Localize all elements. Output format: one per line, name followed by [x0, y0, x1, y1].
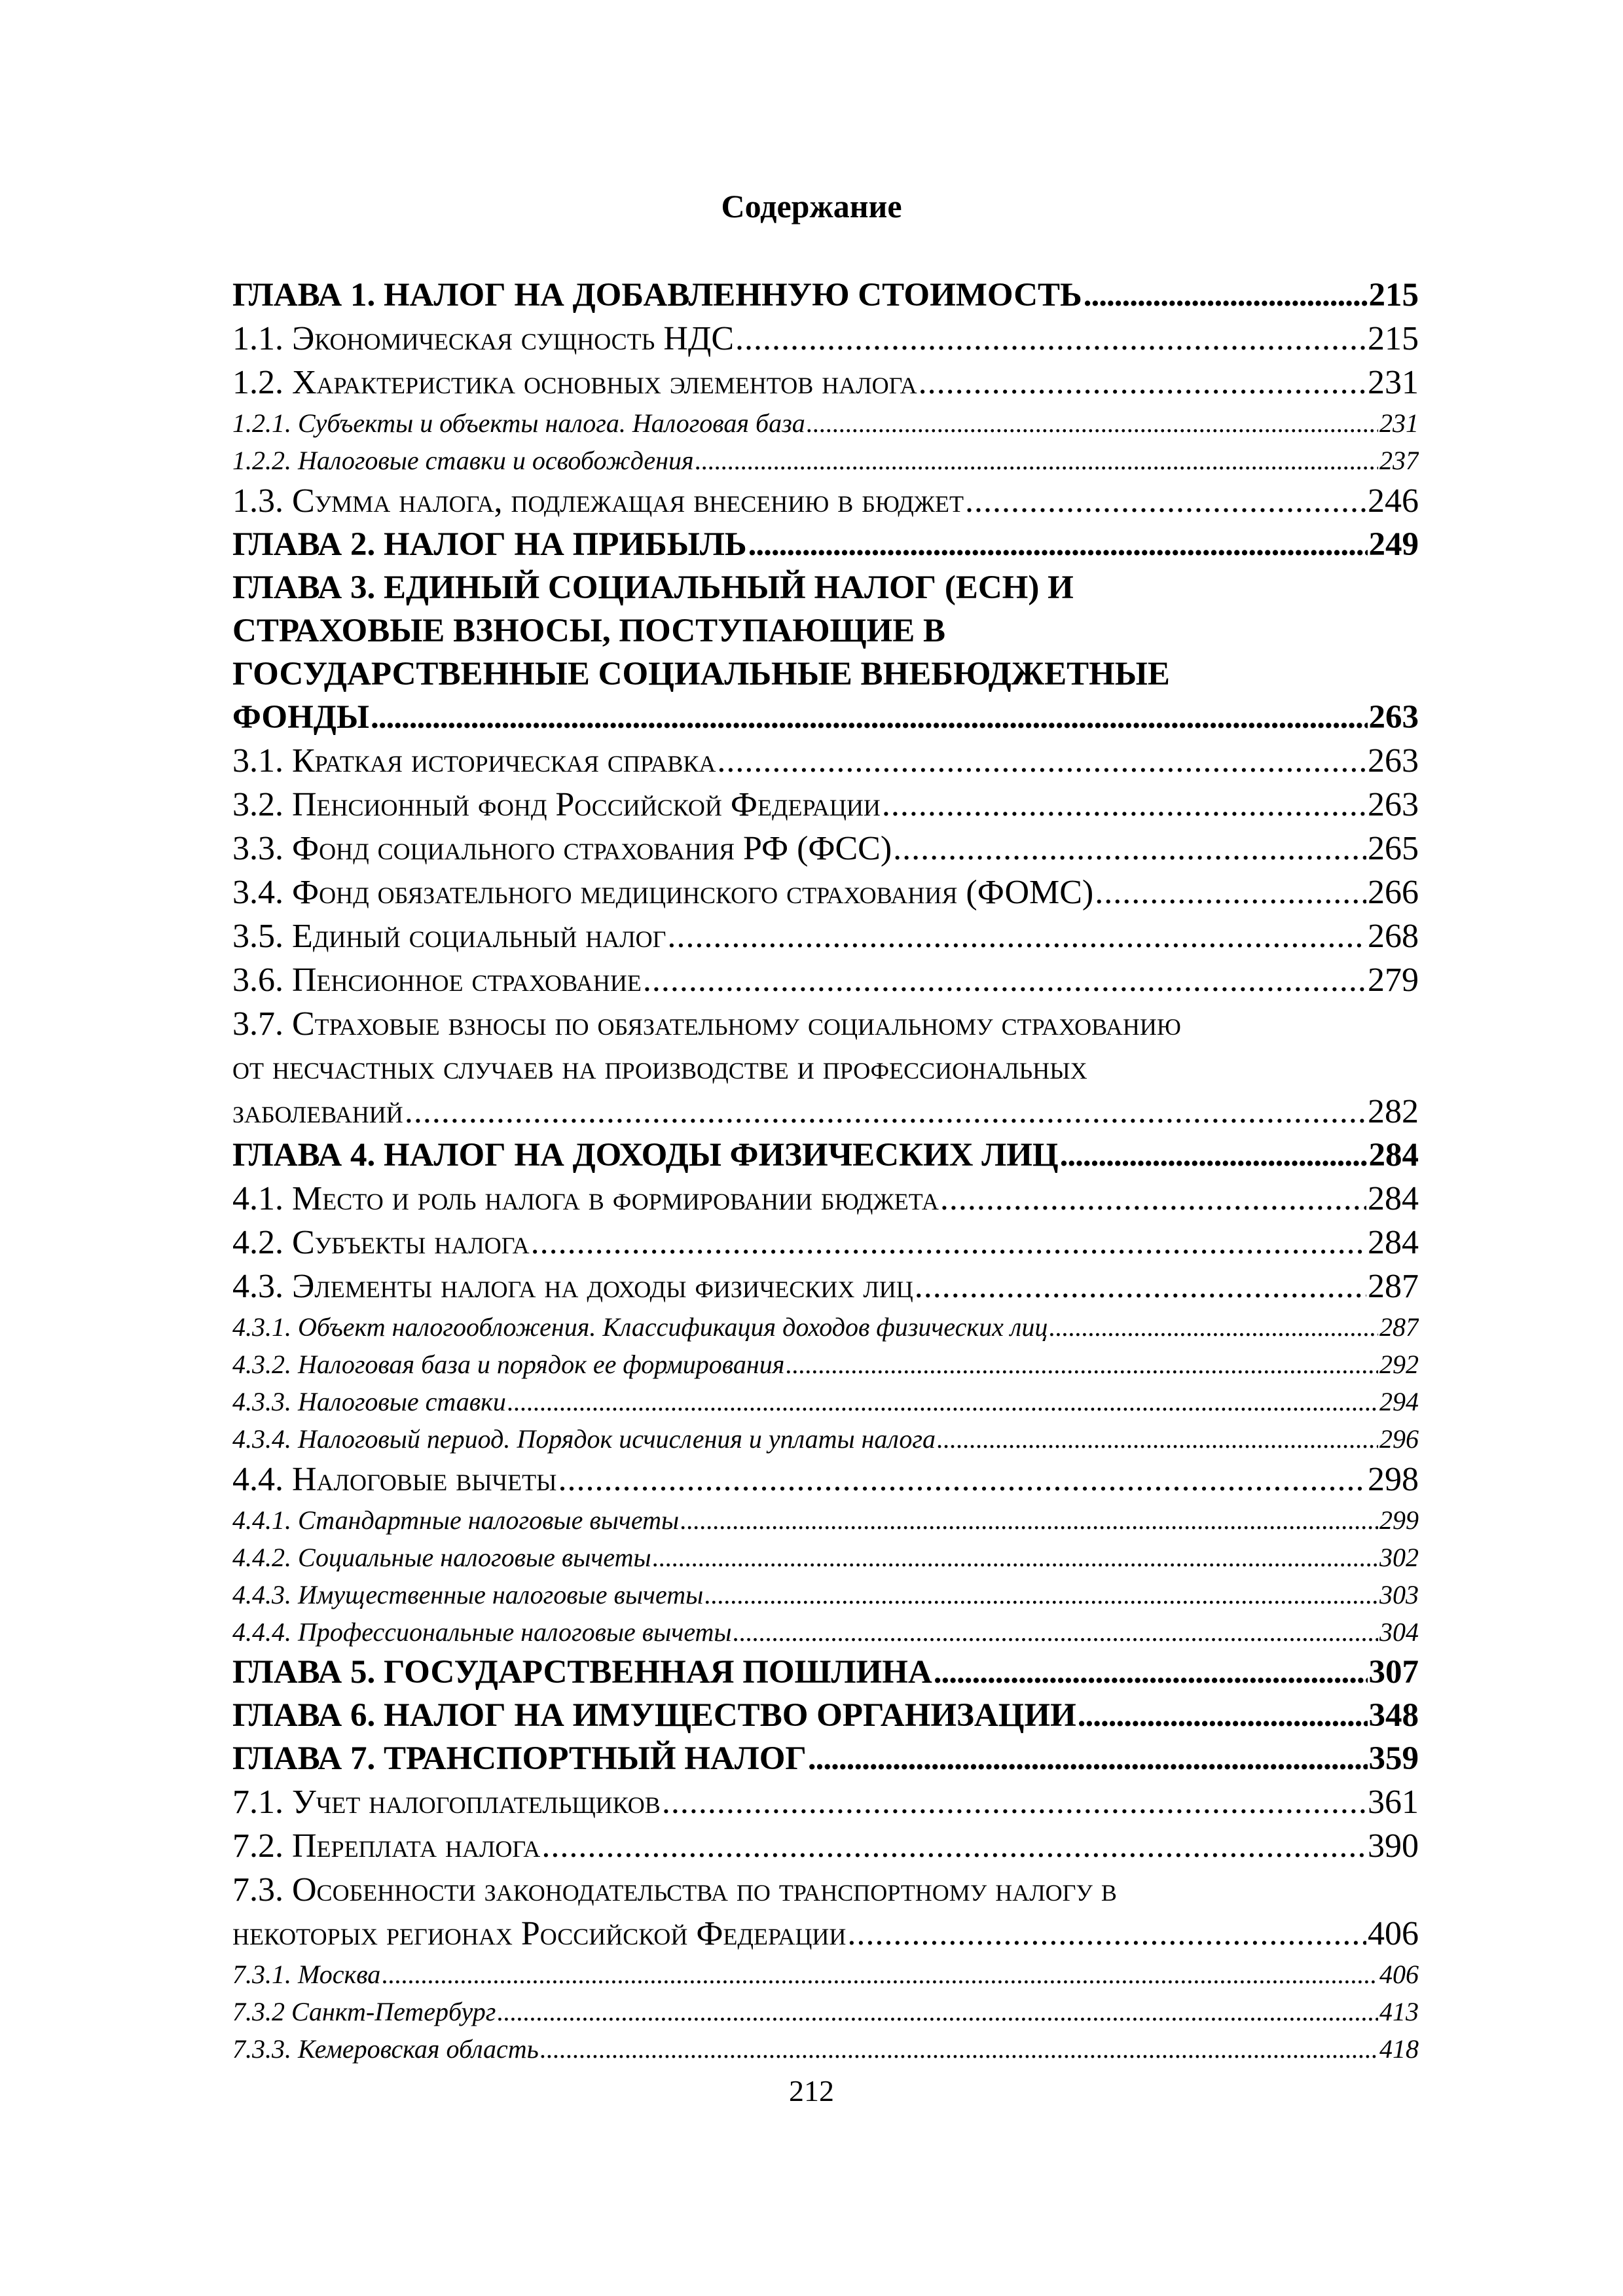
toc-entry-page: 294	[1379, 1387, 1419, 1416]
toc-entry-page: 282	[1368, 1093, 1419, 1130]
toc-entry-page: 406	[1368, 1915, 1419, 1952]
dot-leader	[965, 479, 1366, 523]
dot-leader	[1095, 870, 1366, 914]
dot-leader	[919, 361, 1366, 404]
dot-leader	[643, 958, 1366, 1002]
toc-entry-title: 3.2. Пенсионный фонд Российской Федерации	[232, 786, 881, 823]
toc-entry-page: 287	[1368, 1268, 1419, 1305]
dot-leader	[735, 317, 1366, 361]
toc-entry-level-1[interactable]	[232, 1651, 1419, 1694]
toc-entry-title: 4.4.2. Социальные налоговые вычеты	[232, 1543, 651, 1572]
toc-entry-page: 265	[1368, 830, 1419, 867]
dot-leader	[558, 1458, 1366, 1501]
toc-entry-level-1[interactable]	[232, 1694, 1419, 1737]
toc-entry-level-3[interactable]	[232, 1613, 1419, 1651]
page-number: 212	[789, 2074, 834, 2108]
toc-entry-page: 263	[1368, 699, 1419, 736]
toc-entry-title: 4.1. Место и роль налога в формировании бюджета	[232, 1180, 939, 1217]
toc-entry-page: 418	[1379, 2034, 1419, 2064]
dot-leader	[748, 523, 1368, 566]
toc-entry-level-2[interactable]	[232, 479, 1419, 523]
toc-entry-page: 231	[1368, 364, 1419, 401]
toc-entry-level-2[interactable]	[232, 1177, 1419, 1221]
toc-entry-level-2[interactable]	[232, 1868, 1419, 1956]
toc-entry-title-line: ГЛАВА 3. ЕДИНЫЙ СОЦИАЛЬНЫЙ НАЛОГ (ЕСН) И	[232, 569, 1074, 606]
toc-entry-title: некоторых регионах Российской Федерации	[232, 1915, 847, 1952]
toc-entry-title-line: ГОСУДАРСТВЕННЫЕ СОЦИАЛЬНЫЕ ВНЕБЮДЖЕТНЫЕ	[232, 656, 1170, 692]
toc-entry-level-1[interactable]	[232, 1134, 1419, 1177]
table-of-contents	[232, 274, 1419, 2068]
toc-entry-page: 292	[1379, 1350, 1419, 1379]
toc-entry-page: 359	[1368, 1740, 1419, 1777]
dot-leader	[680, 1501, 1378, 1539]
dot-leader	[934, 1651, 1368, 1694]
toc-entry-level-2[interactable]	[232, 1002, 1419, 1134]
dot-leader	[1084, 274, 1368, 317]
dot-leader	[940, 1177, 1366, 1221]
toc-entry-level-2[interactable]	[232, 958, 1419, 1002]
toc-entry-page: 299	[1379, 1505, 1419, 1535]
toc-entry-title: 1.2.2. Налоговые ставки и освобождения	[232, 446, 694, 475]
toc-entry-level-2[interactable]	[232, 914, 1419, 958]
toc-entry-title: 4.3. Элементы налога на доходы физических лиц	[232, 1268, 913, 1305]
toc-entry-page: 268	[1368, 918, 1419, 955]
toc-entry-page: 304	[1379, 1617, 1419, 1647]
dot-leader	[405, 1090, 1366, 1134]
toc-entry-title: 7.3.1. Москва	[232, 1960, 381, 1989]
dot-leader	[382, 1956, 1378, 1993]
toc-entry-title: ГЛАВА 6. НАЛОГ НА ИМУЩЕСТВО ОРГАНИЗАЦИИ	[232, 1697, 1076, 1734]
dot-leader	[1078, 1694, 1368, 1737]
dot-leader	[695, 442, 1378, 479]
toc-entry-page: 263	[1368, 742, 1419, 780]
dot-leader	[541, 1824, 1366, 1868]
toc-entry-page: 246	[1368, 482, 1419, 520]
dot-leader	[717, 739, 1366, 783]
toc-entry-title: 1.2.1. Субъекты и объекты налога. Налоговая база	[232, 408, 805, 438]
toc-entry-level-3[interactable]	[232, 1993, 1419, 2030]
dot-leader	[1049, 1308, 1378, 1346]
toc-entry-level-3[interactable]	[232, 1308, 1419, 1346]
toc-entry-title: 7.3.3. Кемеровская область	[232, 2034, 539, 2064]
toc-entry-page: 287	[1379, 1312, 1419, 1342]
toc-entry-level-3[interactable]	[232, 2030, 1419, 2068]
toc-entry-title: 4.3.1. Объект налогообложения. Классификация доходов физических лиц	[232, 1312, 1048, 1342]
toc-entry-title: 4.4.3. Имущественные налоговые вычеты	[232, 1580, 704, 1609]
dot-leader	[704, 1576, 1378, 1613]
toc-entry-title: 4.4.1. Стандартные налоговые вычеты	[232, 1505, 680, 1535]
toc-entry-level-1[interactable]	[232, 566, 1419, 739]
toc-entry-title: заболеваний	[232, 1093, 403, 1130]
toc-entry-page: 348	[1368, 1697, 1419, 1734]
toc-entry-title: ГЛАВА 5. ГОСУДАРСТВЕННАЯ ПОШЛИНА	[232, 1654, 932, 1691]
toc-entry-title: 3.3. Фонд социального страхования РФ (ФСС)	[232, 830, 892, 867]
toc-entry-page: 302	[1379, 1543, 1419, 1572]
toc-entry-page: 284	[1368, 1180, 1419, 1217]
dot-leader	[497, 1993, 1378, 2030]
toc-entry-level-2[interactable]	[232, 1265, 1419, 1308]
toc-entry-level-2[interactable]	[232, 1221, 1419, 1265]
dot-leader	[733, 1613, 1378, 1651]
dot-leader	[808, 1737, 1368, 1780]
toc-entry-level-2[interactable]	[232, 739, 1419, 783]
toc-entry-title: 1.2. Характеристика основных элементов налога	[232, 364, 917, 401]
toc-entry-page: 215	[1368, 277, 1419, 314]
toc-entry-level-2[interactable]	[232, 1780, 1419, 1824]
toc-entry-level-1[interactable]	[232, 1737, 1419, 1780]
toc-entry-level-2[interactable]	[232, 1824, 1419, 1868]
dot-leader	[653, 1539, 1378, 1576]
toc-entry-level-1[interactable]	[232, 274, 1419, 317]
toc-entry-level-1[interactable]	[232, 523, 1419, 566]
toc-entry-title-line: СТРАХОВЫЕ ВЗНОСЫ, ПОСТУПАЮЩИЕ В	[232, 613, 946, 649]
dot-leader	[667, 914, 1366, 958]
toc-entry-level-3[interactable]	[232, 1539, 1419, 1576]
toc-entry-title: 7.1. Учет налогоплательщиков	[232, 1784, 661, 1821]
toc-entry-level-3[interactable]	[232, 1420, 1419, 1458]
toc-entry-title: 4.4. Налоговые вычеты	[232, 1461, 557, 1498]
toc-entry-page: 215	[1368, 320, 1419, 357]
toc-entry-page: 413	[1379, 1997, 1419, 2026]
dot-leader	[937, 1420, 1378, 1458]
toc-entry-title-line: 3.7. Страховые взносы по обязательному социальному страхованию	[232, 1005, 1181, 1043]
toc-entry-title: 4.4.4. Профессиональные налоговые вычеты	[232, 1617, 732, 1647]
toc-entry-title: 4.3.2. Налоговая база и порядок ее формирования	[232, 1350, 785, 1379]
toc-entry-title: 3.1. Краткая историческая справка	[232, 742, 716, 780]
dot-leader	[893, 827, 1366, 870]
toc-entry-title: ФОНДЫ	[232, 699, 369, 736]
toc-entry-page: 361	[1368, 1784, 1419, 1821]
toc-entry-page: 284	[1368, 1137, 1419, 1174]
toc-entry-level-3[interactable]	[232, 1383, 1419, 1420]
toc-entry-title: 3.6. Пенсионное страхование	[232, 961, 642, 999]
toc-entry-page: 231	[1379, 408, 1419, 438]
toc-entry-title: 1.3. Сумма налога, подлежащая внесению в бюджет	[232, 482, 964, 520]
toc-entry-level-2[interactable]	[232, 317, 1419, 361]
toc-entry-page: 237	[1379, 446, 1419, 475]
dot-leader	[847, 1912, 1366, 1956]
dot-leader	[531, 1221, 1366, 1265]
toc-entry-page: 279	[1368, 961, 1419, 999]
toc-entry-title: 4.3.3. Налоговые ставки	[232, 1387, 506, 1416]
toc-entry-title: 3.4. Фонд обязательного медицинского страхования (ФОМС)	[232, 874, 1094, 911]
toc-entry-page: 284	[1368, 1224, 1419, 1261]
toc-entry-level-3[interactable]	[232, 1501, 1419, 1539]
dot-leader	[507, 1383, 1378, 1420]
toc-entry-page: 390	[1368, 1827, 1419, 1865]
toc-entry-page: 298	[1368, 1461, 1419, 1498]
dot-leader	[786, 1346, 1378, 1383]
toc-entry-title: 7.2. Переплата налога	[232, 1827, 541, 1865]
page-title: Содержание	[721, 188, 902, 224]
toc-entry-page: 249	[1368, 526, 1419, 563]
toc-entry-page: 296	[1379, 1424, 1419, 1454]
toc-entry-page: 303	[1379, 1580, 1419, 1609]
dot-leader	[662, 1780, 1366, 1824]
toc-entry-title: 3.5. Единый социальный налог	[232, 918, 666, 955]
toc-entry-title: ГЛАВА 4. НАЛОГ НА ДОХОДЫ ФИЗИЧЕСКИХ ЛИЦ	[232, 1137, 1059, 1174]
dot-leader	[807, 404, 1378, 442]
toc-entry-level-3[interactable]	[232, 1576, 1419, 1613]
toc-entry-title: 7.3.2 Санкт-Петербург	[232, 1997, 496, 2026]
dot-leader	[882, 783, 1366, 827]
dot-leader	[1060, 1134, 1368, 1177]
toc-entry-level-2[interactable]	[232, 1458, 1419, 1501]
toc-entry-title-line: 7.3. Особенности законодательства по транспортному налогу в	[232, 1871, 1117, 1909]
toc-entry-level-2[interactable]	[232, 870, 1419, 914]
toc-entry-title: ГЛАВА 2. НАЛОГ НА ПРИБЫЛЬ	[232, 526, 747, 563]
toc-entry-page: 307	[1368, 1654, 1419, 1691]
toc-entry-page: 263	[1368, 786, 1419, 823]
toc-entry-level-2[interactable]	[232, 361, 1419, 404]
toc-entry-page: 266	[1368, 874, 1419, 911]
toc-entry-title: 1.1. Экономическая сущность НДС	[232, 320, 735, 357]
toc-entry-level-3[interactable]	[232, 404, 1419, 442]
toc-entry-page: 406	[1379, 1960, 1419, 1989]
toc-entry-level-2[interactable]	[232, 827, 1419, 870]
toc-entry-title: 4.3.4. Налоговый период. Порядок исчисления и уплаты налога	[232, 1424, 936, 1454]
dot-leader	[540, 2030, 1378, 2068]
toc-entry-level-3[interactable]	[232, 442, 1419, 479]
dot-leader	[915, 1265, 1366, 1308]
toc-entry-level-3[interactable]	[232, 1956, 1419, 1993]
toc-entry-title-line: от несчастных случаев на производстве и профессиональных	[232, 1049, 1087, 1086]
toc-entry-title: 4.2. Субъекты налога	[232, 1224, 530, 1261]
toc-entry-level-2[interactable]	[232, 783, 1419, 827]
toc-entry-title: ГЛАВА 1. НАЛОГ НА ДОБАВЛЕННУЮ СТОИМОСТЬ	[232, 277, 1082, 314]
toc-entry-level-3[interactable]	[232, 1346, 1419, 1383]
dot-leader	[371, 696, 1368, 739]
toc-entry-title: ГЛАВА 7. ТРАНСПОРТНЫЙ НАЛОГ	[232, 1740, 807, 1777]
